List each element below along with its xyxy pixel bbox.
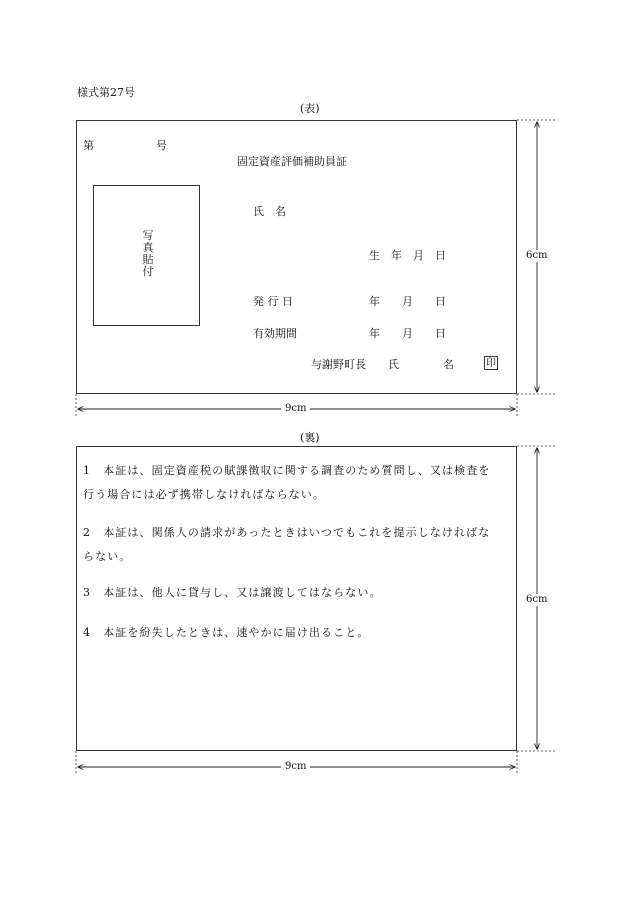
rule-text: 本証は、関係人の請求があったときはいつでもこれを提示しなければな — [103, 526, 491, 539]
back-height-label: 6cm — [522, 594, 551, 606]
validity-value: 年 月 日 — [369, 327, 446, 340]
issuer-line: 与謝野町長 氏 名 — [311, 358, 454, 371]
front-side-label: (表) — [300, 102, 320, 115]
front-height-label: 6cm — [522, 250, 551, 262]
rule-text: 本証は、固定資産税の賦課徴収に関する調査のため質問し、又は検査を — [103, 464, 491, 477]
number-go: 号 — [156, 139, 167, 152]
front-width-label: 9cm — [281, 403, 310, 415]
back-side-label: (裏) — [300, 431, 320, 444]
rule-text-continued: 行う場合には必ず携帯しなければならない。 — [83, 488, 325, 501]
card-title: 固定資産評価補助員証 — [237, 155, 347, 168]
seal-mark: 印 — [486, 358, 496, 369]
birth-date-label: 生 年 月 日 — [369, 249, 446, 262]
rule-number: 4 — [83, 626, 92, 639]
photo-label: 写真貼付 — [142, 229, 154, 278]
rule-number: 3 — [83, 586, 92, 599]
issue-date-value: 年 月 日 — [369, 295, 446, 308]
issue-date-label: 発 行 日 — [253, 295, 293, 308]
back-width-label: 9cm — [281, 761, 310, 773]
rule-text-continued: らない。 — [83, 550, 132, 563]
rule-text: 本証は、他人に貸与し、又は譲渡してはならない。 — [103, 586, 382, 599]
validity-label: 有効期間 — [253, 327, 297, 340]
form-number: 様式第27号 — [77, 86, 135, 99]
rule-text: 本証を紛失したときは、速やかに届け出ること。 — [103, 626, 370, 639]
rule-number: 2 — [83, 526, 92, 539]
number-dai: 第 — [83, 139, 94, 152]
rule-number: 1 — [83, 464, 92, 477]
name-label: 氏 名 — [253, 205, 286, 218]
